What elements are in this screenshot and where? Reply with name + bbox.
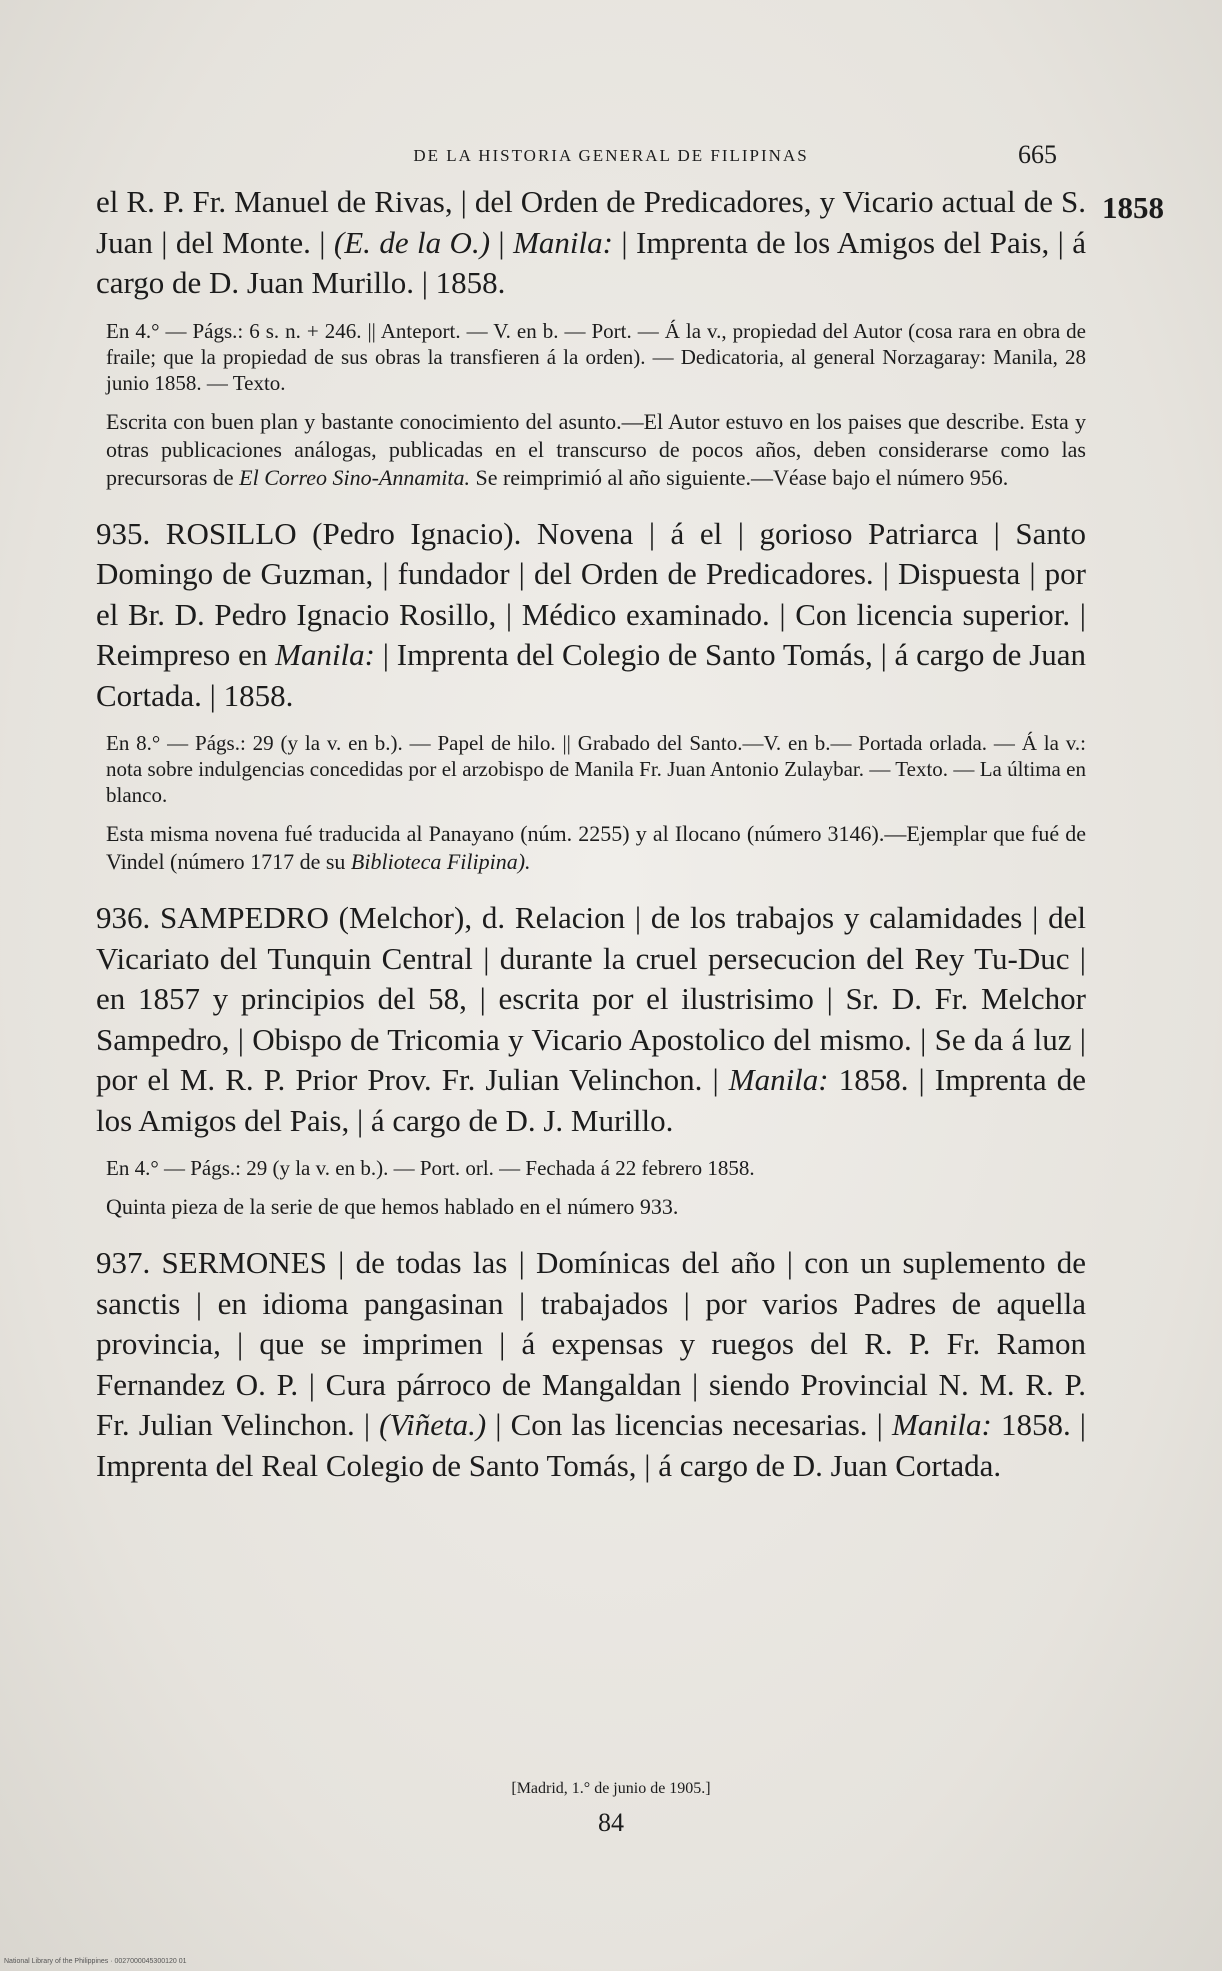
text-run: el R. P. Fr. Manuel de Rivas, | del Orden de Predicadores, y Vicario actual de S. Juan | del Monte. | (96, 184, 1086, 260)
entry-note (96, 820, 1086, 876)
running-title: DE LA HISTORIA GENERAL DE FILIPINAS (413, 146, 809, 165)
text-run: 1858. | Imprenta del Real Colegio de Santo Tomás, | á cargo de D. Juan Cortada. (96, 1407, 1086, 1483)
text-run: Se reimprimió al año siguiente.—Véase bajo el número 956. (469, 464, 1009, 490)
text-run: | Imprenta del Colegio de Santo Tomás, | á cargo de Juan Cortada. | 1858. (96, 637, 1086, 713)
intro-note (96, 408, 1086, 492)
text-run: | (490, 224, 514, 260)
text-run: | Con las licencias necesarias. | (486, 1407, 892, 1442)
entry-935 (96, 514, 1086, 877)
italic-run: El Correo Sino-Annamita. (239, 464, 470, 490)
text-run: 935. ROSILLO (Pedro Ignacio). Novena | á el | gorioso Patriarca | Santo Domingo de Guzman, | fundador | del Orden de Predicadores. | Dispuesta | por el Br. D. Pedro Ignacio Rosillo, | Médico examinado. | Con licencia superior. | Reimpreso en (96, 515, 1086, 672)
page-number: 665 (1018, 140, 1057, 169)
intro-heading (96, 182, 1086, 304)
italic-run: (Viñeta.) (379, 1407, 487, 1442)
italic-run: Manila: (513, 224, 613, 260)
entry-heading (96, 898, 1086, 1141)
entry-description: En 8.° — Págs.: 29 (y la v. en b.). — Papel de hilo. || Grabado del Santo.—V. en b.— Portada orlada. — Á la v.: nota sobre indulgencias concedidas por el arzobispo de Manila Fr. Juan Antonio Zulaybar. — Texto. — La última en blanco. (106, 731, 1086, 807)
intro-description: En 4.° — Págs.: 6 s. n. + 246. || Anteport. — V. en b. — Port. — Á la v., propiedad del Autor (cosa rara en obra de fraile; que la propiedad de sus obras la transfieren á la orden). — Dedicatoria, al general Norzagaray: Manila, 28 junio 1858. — Texto. (106, 318, 1086, 395)
italic-run: Manila: (275, 637, 375, 672)
italic-run: Manila: (891, 1407, 992, 1442)
text-run: | Imprenta de los Amigos del Pais, | á cargo de D. Juan Murillo. | 1858. (96, 224, 1087, 300)
entry-heading (96, 1243, 1086, 1486)
text-run: Esta misma novena fué traducida al Panayano (núm. 2255) y al Ilocano (número 3146).—Ejemplar que fué de Vindel (número 1717 de su (106, 821, 1086, 874)
entry-description: En 4.° — Págs.: 29 (y la v. en b.). — Port. orl. — Fechada á 22 febrero 1858. (106, 1156, 755, 1180)
margin-year: 1858 (1102, 190, 1164, 225)
page-body (96, 182, 1086, 1486)
text-run: Escrita con buen plan y bastante conocimiento del asunto.—El Autor estuvo en los paises que describe. Esta y otras publicaciones análogas, publicadas en el transcurso de pocos años, deben considerarse como las precursoras de (106, 408, 1086, 490)
text-run: 937. SERMONES | de todas las | Domínicas del año | con un suplemento de sanctis | en idioma pangasinan | trabajados | por varios Padres de aquella provincia, | que se imprimen | á expensas y ruegos del R. P. Fr. Ramon Fernandez O. P. | Cura párroco de Mangaldan | siendo Provincial N. M. R. P. Fr. Julian Velinchon. | (96, 1245, 1086, 1442)
entry-936 (96, 898, 1086, 1221)
italic-run: (E. de la O.) (333, 224, 491, 260)
italic-run: Manila: (728, 1062, 829, 1097)
footer-date: [Madrid, 1.° de junio de 1905.] (511, 1780, 711, 1797)
text-run: 936. SAMPEDRO (Melchor), d. Relacion | de los trabajos y calamidades | del Vicariato del Tunquin Central | durante la cruel persecucion del Rey Tu-Duc | en 1857 y principios del 58, | escrita por el ilustrisimo | Sr. D. Fr. Melchor Sampedro, | Obispo de Tricomia y Vicario Apostolico del mismo. | Se da á luz | por el M. R. P. Prior Prov. Fr. Julian Velinchon. | (96, 900, 1086, 1097)
text-run: Quinta pieza de la serie de que hemos hablado en el número 933. (106, 1194, 679, 1219)
entry-heading (96, 514, 1086, 717)
signature-mark: 84 (598, 1808, 624, 1837)
scan-credit: National Library of the Philippines · 0027000045300120 01 (4, 1958, 187, 1965)
italic-run: Biblioteca Filipina). (350, 849, 531, 874)
text-run: 1858. | Imprenta de los Amigos del Pais, | á cargo de D. J. Murillo. (96, 1062, 1086, 1138)
entry-937 (96, 1243, 1086, 1486)
entry-note (96, 1193, 1086, 1221)
